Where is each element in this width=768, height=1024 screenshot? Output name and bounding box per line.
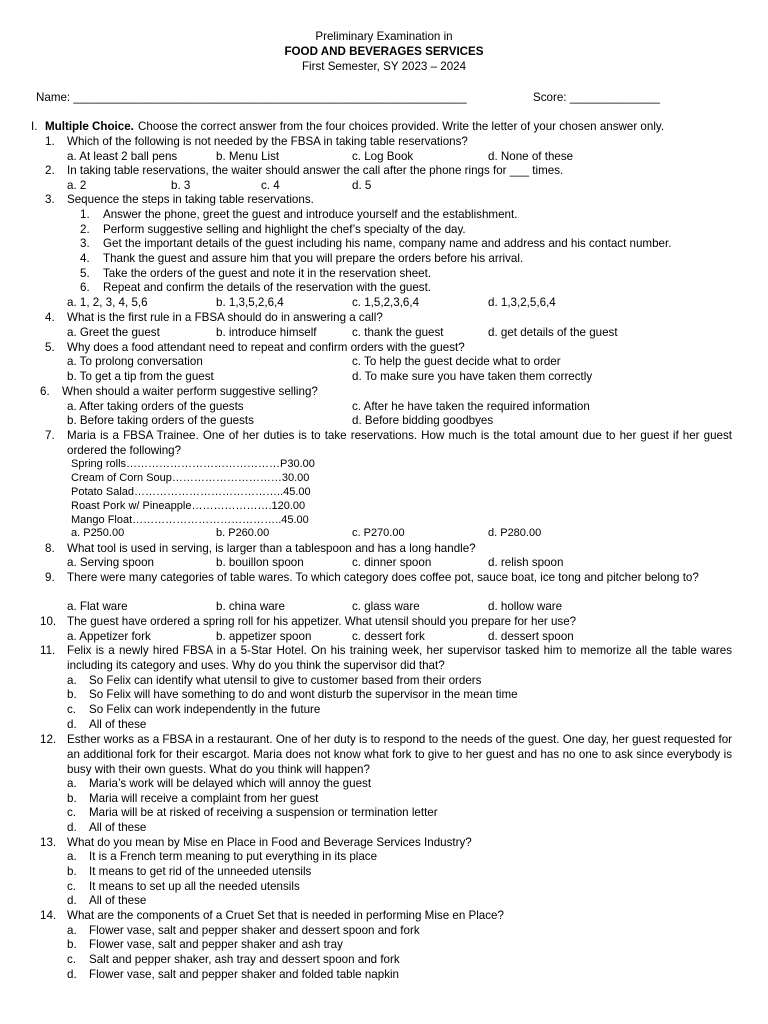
choice-b: b. bouillon spoon	[216, 556, 304, 569]
question-number: 9.	[45, 571, 55, 584]
question-number: 1.	[45, 135, 55, 148]
step-text: Thank the guest and assure him that you will prepare the orders before his arrival.	[103, 252, 524, 265]
exam-subject-title: FOOD AND BEVERAGES SERVICES	[284, 45, 484, 58]
step-number: 5.	[80, 267, 90, 280]
question-number: 8.	[45, 542, 55, 555]
choice-b: b. P260.00	[216, 527, 270, 539]
menu-item: Spring rolls……………………………………P30.00	[71, 458, 315, 470]
choice-a: a. At least 2 ball pens	[67, 150, 178, 163]
choice-text: So Felix will have something to do and wont disturb the supervisor in the mean time	[89, 688, 518, 701]
choice-letter: d.	[67, 718, 77, 731]
question-text: In taking table reservations, the waiter should answer the call after the phone rings for ___ times.	[67, 164, 564, 177]
question-text: When should a waiter perform suggestive selling?	[62, 385, 318, 398]
menu-item: Cream of Corn Soup…………………………30.00	[71, 472, 310, 484]
section-title: Multiple Choice.	[45, 120, 134, 133]
choice-d: d. To make sure you have taken them correctly	[352, 370, 593, 383]
choice-text: All of these	[89, 718, 147, 731]
section-number: I.	[31, 120, 38, 133]
choice-c: c. glass ware	[352, 600, 420, 613]
step-text: Get the important details of the guest including his name, company name and address and his contact number.	[103, 237, 672, 250]
choice-d: d. dessert spoon	[488, 630, 574, 643]
question-number: 7.	[45, 429, 55, 442]
choice-letter: a.	[67, 924, 77, 937]
choice-b: b. 1,3,5,2,6,4	[216, 296, 284, 309]
choice-a: a. To prolong conversation	[67, 355, 203, 368]
choice-letter: c.	[67, 953, 77, 966]
choice-c: c. 4	[261, 179, 280, 192]
menu-item: Roast Pork w/ Pineapple………………….120.00	[71, 500, 306, 512]
choice-letter: a.	[67, 674, 77, 687]
choice-d: d. 5	[352, 179, 372, 192]
choice-text: It means to set up all the needed utensils	[89, 880, 300, 893]
choice-c: c. 1,5,2,3,6,4	[352, 296, 420, 309]
choice-c: c. dinner spoon	[352, 556, 432, 569]
choice-text: It means to get rid of the unneeded utensils	[89, 865, 312, 878]
question-number: 2.	[45, 164, 55, 177]
choice-text: Flower vase, salt and pepper shaker and folded table napkin	[89, 968, 400, 981]
choice-c: c. thank the guest	[352, 326, 444, 339]
step-text: Perform suggestive selling and highlight the chef’s specialty of the day.	[103, 223, 466, 236]
choice-letter: a.	[67, 777, 77, 790]
choice-c: c. After he have taken the required information	[352, 400, 590, 413]
step-number: 2.	[80, 223, 90, 236]
choice-c: c. dessert fork	[352, 630, 425, 643]
choice-b: b. introduce himself	[216, 326, 317, 339]
choice-b: b. china ware	[216, 600, 285, 613]
question-number: 13.	[40, 836, 57, 849]
step-number: 3.	[80, 237, 90, 250]
choice-a: a. Appetizer fork	[67, 630, 151, 643]
choice-b: b. Menu List	[216, 150, 280, 163]
choice-c: c. P270.00	[352, 527, 405, 539]
step-text: Take the orders of the guest and note it in the reservation sheet.	[103, 267, 432, 280]
choice-letter: b.	[67, 792, 77, 805]
name-field: Name: _____________________________________________________________	[36, 91, 467, 104]
question-text: Felix is a newly hired FBSA in a 5-Star Hotel. On his training week, her supervisor tasked him to memorize all the table wares including its category and uses. Why do you think the supervisor did that?	[67, 644, 732, 672]
question-text: Sequence the steps in taking table reservations.	[67, 193, 314, 206]
choice-a: a. P250.00	[71, 527, 125, 539]
exam-semester: First Semester, SY 2023 – 2024	[301, 60, 467, 73]
question-number: 14.	[40, 909, 57, 922]
choice-letter: d.	[67, 894, 77, 907]
choice-letter: b.	[67, 865, 77, 878]
question-text: Which of the following is not needed by the FBSA in taking table reservations?	[67, 135, 468, 148]
choice-text: Flower vase, salt and pepper shaker and ash tray	[89, 938, 343, 951]
question-number: 10.	[40, 615, 57, 628]
section-instructions: Choose the correct answer from the four choices provided. Write the letter of your chosen answer only.	[138, 120, 665, 133]
question-text: Why does a food attendant need to repeat and confirm orders with the guest?	[67, 341, 465, 354]
choice-text: Salt and pepper shaker, ash tray and dessert spoon and fork	[89, 953, 400, 966]
choice-a: a. Greet the guest	[67, 326, 160, 339]
step-number: 6.	[80, 281, 90, 294]
choice-d: d. P280.00	[488, 527, 542, 539]
choice-a: a. Serving spoon	[67, 556, 155, 569]
choice-d: d. None of these	[488, 150, 574, 163]
choice-a: a. Flat ware	[67, 600, 128, 613]
question-text: What tool is used in serving, is larger than a tablespoon and has a long handle?	[67, 542, 476, 555]
choice-letter: c.	[67, 703, 77, 716]
choice-letter: a.	[67, 850, 77, 863]
step-text: Answer the phone, greet the guest and introduce yourself and the establishment.	[103, 208, 518, 221]
choice-b: b. Before taking orders of the guests	[67, 414, 254, 427]
question-text: There were many categories of table wares. To which category does coffee pot, sauce boat, ice tong and pitcher belong to?	[67, 571, 699, 584]
choice-letter: d.	[67, 821, 77, 834]
choice-d: d. Before bidding goodbyes	[352, 414, 494, 427]
choice-text: It is a French term meaning to put everything in its place	[89, 850, 378, 863]
question-text: Esther works as a FBSA in a restaurant. One of her duty is to respond to the needs of the guest. One day, her guest requested for an additional fork for their escargot. Maria does not know what fork to give to her guest and has no one to ask since everybody is busy with their own guests. What do you think will happen?	[67, 733, 732, 776]
menu-item: Mango Float…………………………………..45.00	[71, 514, 309, 526]
choice-d: d. relish spoon	[488, 556, 564, 569]
score-field: Score: ______________	[533, 91, 660, 104]
choice-text: So Felix can identify what utensil to give to customer based from their orders	[89, 674, 482, 687]
choice-d: d. get details of the guest	[488, 326, 618, 339]
choice-letter: b.	[67, 688, 77, 701]
choice-text: All of these	[89, 894, 147, 907]
choice-a: a. 1, 2, 3, 4, 5,6	[67, 296, 148, 309]
question-number: 3.	[45, 193, 55, 206]
choice-letter: b.	[67, 938, 77, 951]
question-number: 5.	[45, 341, 55, 354]
choice-d: d. 1,3,2,5,6,4	[488, 296, 556, 309]
choice-a: a. 2	[67, 179, 87, 192]
choice-text: Maria will be at risked of receiving a suspension or termination letter	[89, 806, 438, 819]
question-number: 6.	[40, 385, 50, 398]
step-number: 4.	[80, 252, 90, 265]
choice-text: All of these	[89, 821, 147, 834]
step-number: 1.	[80, 208, 90, 221]
exam-title-line1: Preliminary Examination in	[315, 30, 453, 43]
choice-c: c. To help the guest decide what to order	[352, 355, 561, 368]
choice-b: b. appetizer spoon	[216, 630, 312, 643]
choice-a: a. After taking orders of the guests	[67, 400, 244, 413]
question-number: 11.	[40, 644, 56, 657]
menu-item: Potato Salad…………………………………..45.00	[71, 486, 311, 498]
choice-d: d. hollow ware	[488, 600, 563, 613]
question-number: 4.	[45, 311, 55, 324]
choice-text: So Felix can work independently in the future	[89, 703, 321, 716]
choice-text: Maria will receive a complaint from her guest	[89, 792, 319, 805]
question-text: Maria is a FBSA Trainee. One of her duties is to take reservations. How much is the total amount due to her guest if her guest ordered the following?	[67, 429, 732, 457]
choice-letter: c.	[67, 806, 77, 819]
question-text: What are the components of a Cruet Set that is needed in performing Mise en Place?	[67, 909, 504, 922]
choice-letter: d.	[67, 968, 77, 981]
choice-letter: c.	[67, 880, 77, 893]
choice-text: Maria’s work will be delayed which will annoy the guest	[89, 777, 372, 790]
choice-b: b. To get a tip from the guest	[67, 370, 214, 383]
choice-text: Flower vase, salt and pepper shaker and dessert spoon and fork	[89, 924, 420, 937]
question-number: 12.	[40, 733, 57, 746]
choice-c: c. Log Book	[352, 150, 414, 163]
question-text: What is the first rule in a FBSA should do in answering a call?	[67, 311, 383, 324]
question-text: The guest have ordered a spring roll for his appetizer. What utensil should you prepare for her use?	[67, 615, 577, 628]
choice-b: b. 3	[171, 179, 191, 192]
step-text: Repeat and confirm the details of the reservation with the guest.	[103, 281, 432, 294]
question-text: What do you mean by Mise en Place in Food and Beverage Services Industry?	[67, 836, 472, 849]
